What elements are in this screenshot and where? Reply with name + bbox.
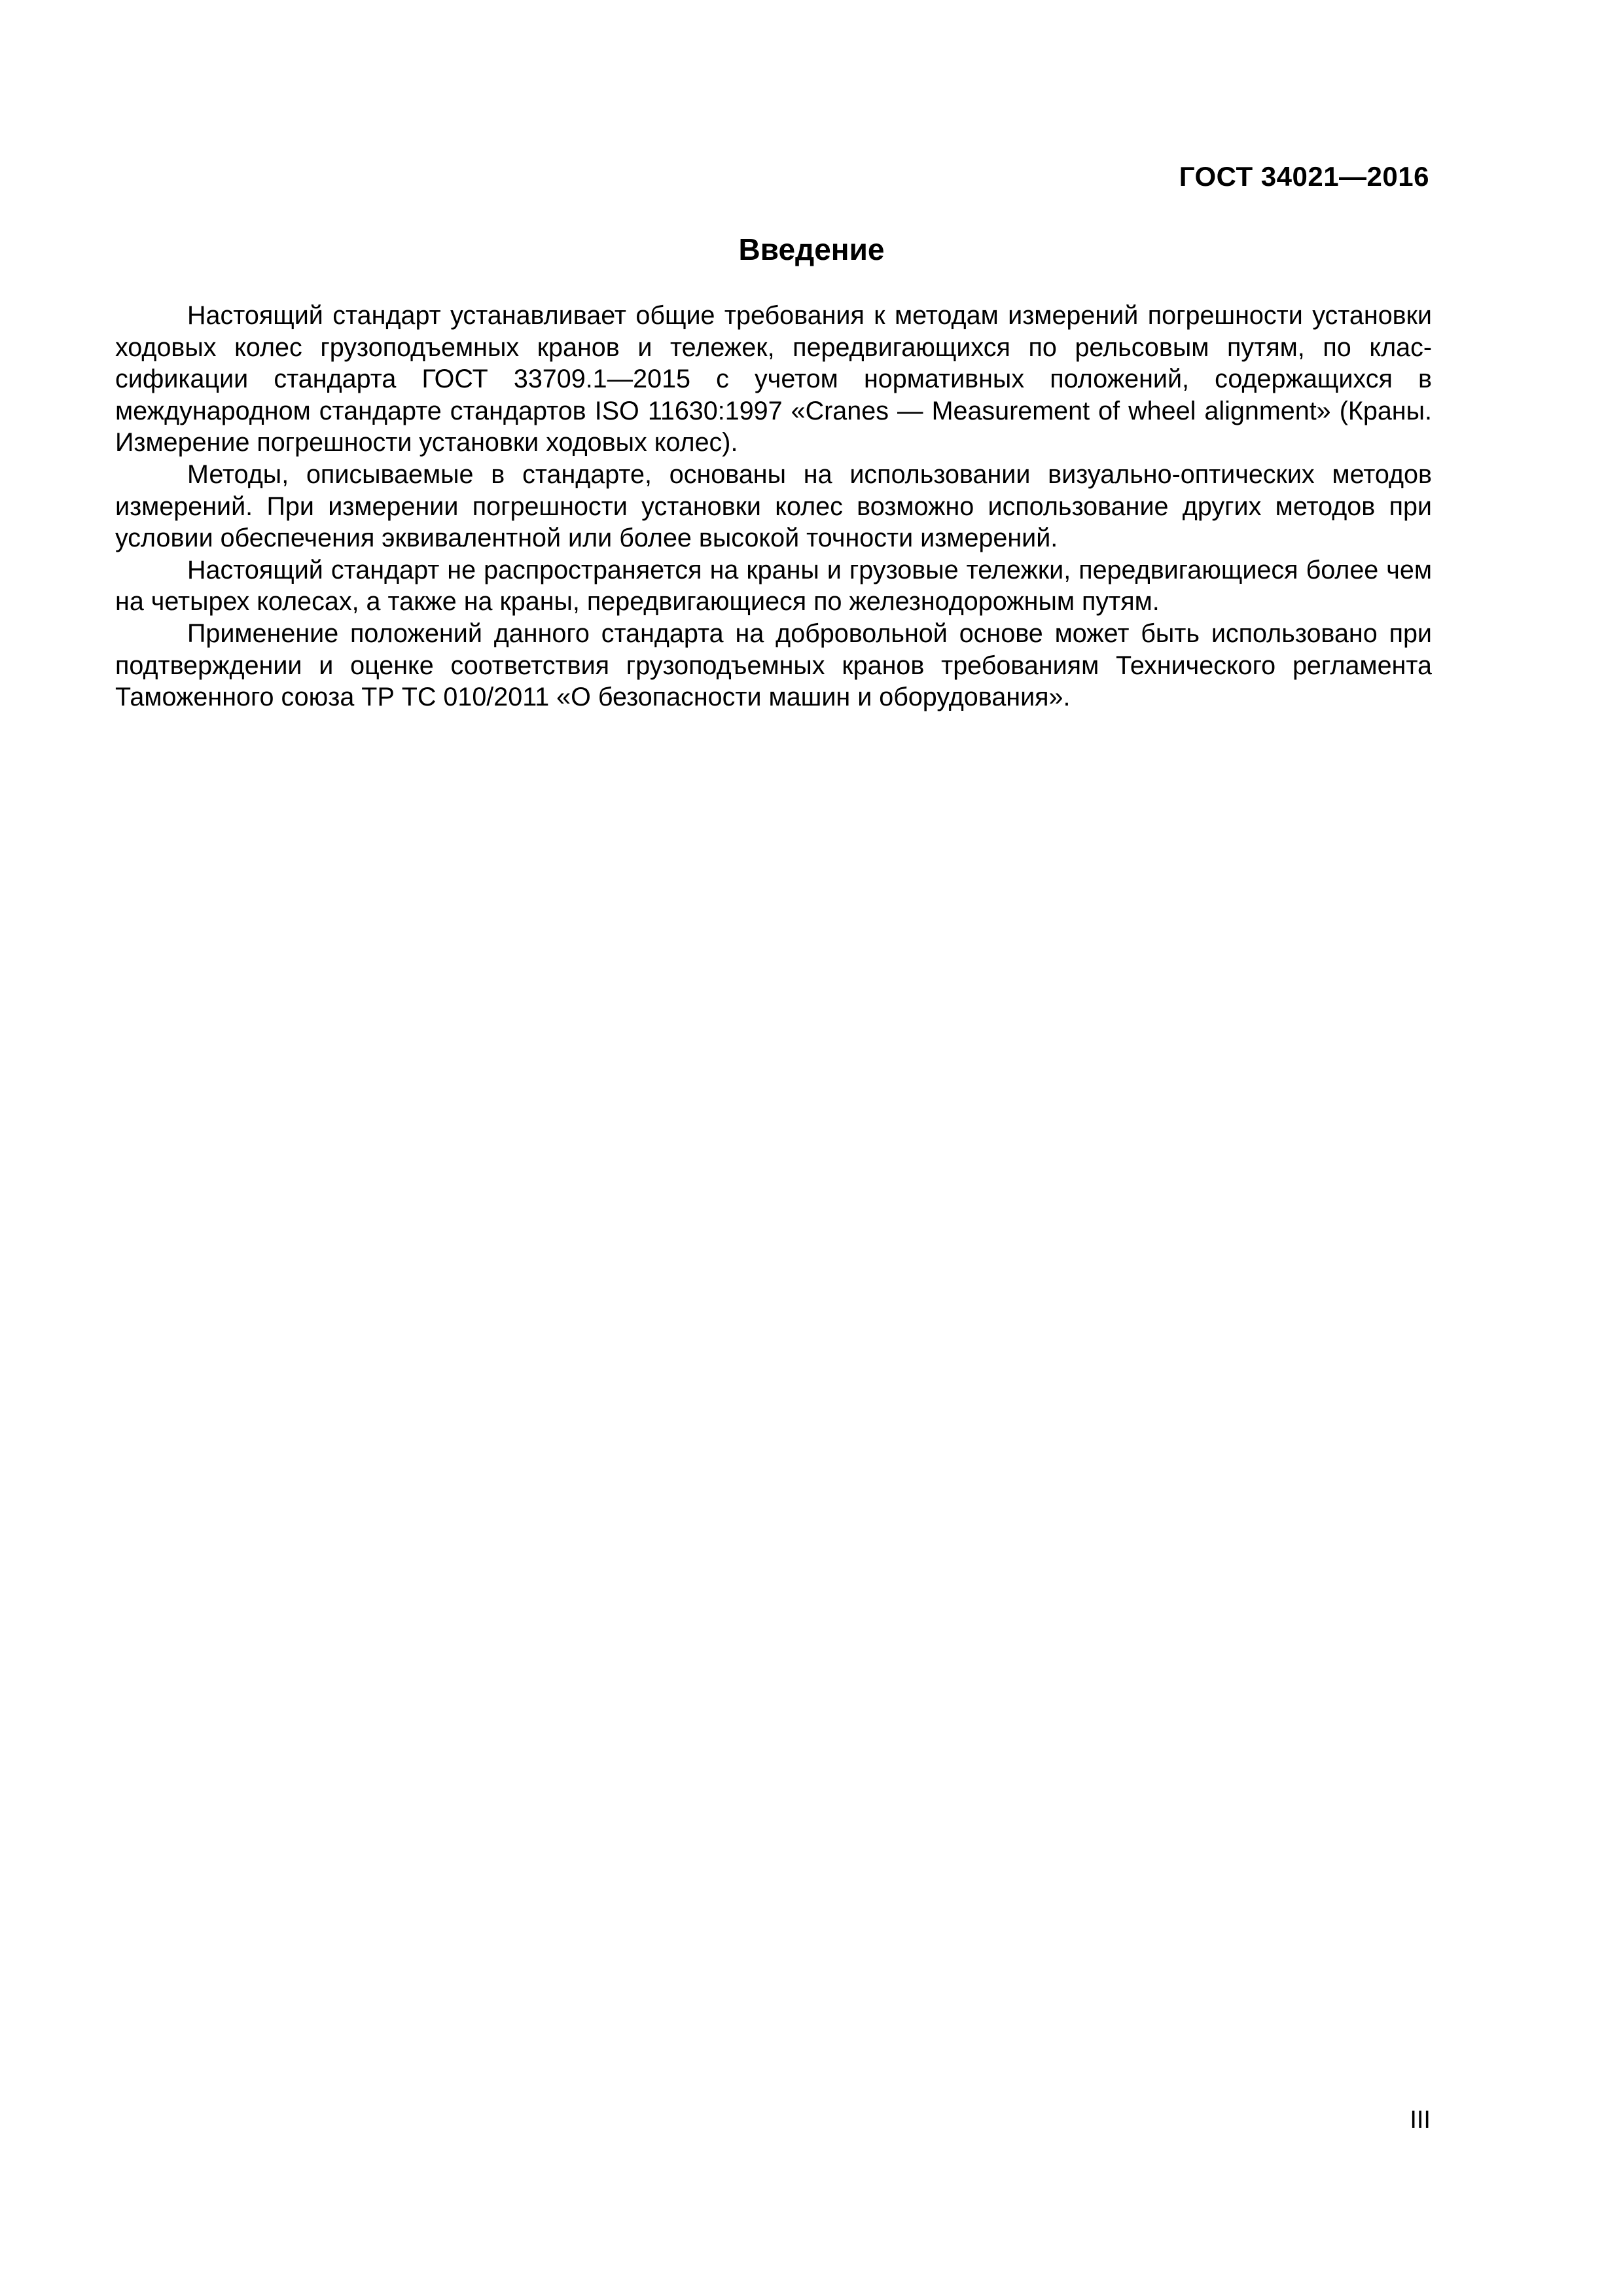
paragraph: Настоящий стандарт устанавливает общие требования к методам измерений погрешности установки ходовых колес грузоподъемных кранов и тележек, передвигающихся по рельсовым путям, по классификации стандарта ГОСТ 33709.1—2015 с учетом нормативных положений, содержащихся в международном стандарте стандартов ISO 11630:1997 «Cranes — Measurement of wheel alignment» (Краны. Измерение погрешности установки ходовых колес). <box>115 301 1432 457</box>
paragraph: Методы, описываемые в стандарте, основаны на использовании визуально-оптических методов измерений. При измерении погрешности установки колес возможно использование других методов при условии обеспечения эквивалентной или более высокой точности измерений. <box>115 459 1432 553</box>
paragraph: Применение положений данного стандарта на добровольной основе может быть использовано при подтверждении и оценке соответствия грузоподъемных кранов требованиям Технического регламента Таможенного союза ТР ТС 010/2011 «О безопасности машин и оборудования». <box>115 619 1432 712</box>
standard-designation: ГОСТ 34021—2016 <box>1179 161 1429 192</box>
body-text <box>115 300 1432 713</box>
page-number: III <box>1410 2106 1431 2134</box>
section-title: Введение <box>738 232 885 266</box>
paragraph: Настоящий стандарт не распространяется на краны и грузовые тележки, передвигающиеся более чем на четырех колесах, а также на краны, передвигающиеся по железнодорожным путям. <box>115 555 1432 617</box>
